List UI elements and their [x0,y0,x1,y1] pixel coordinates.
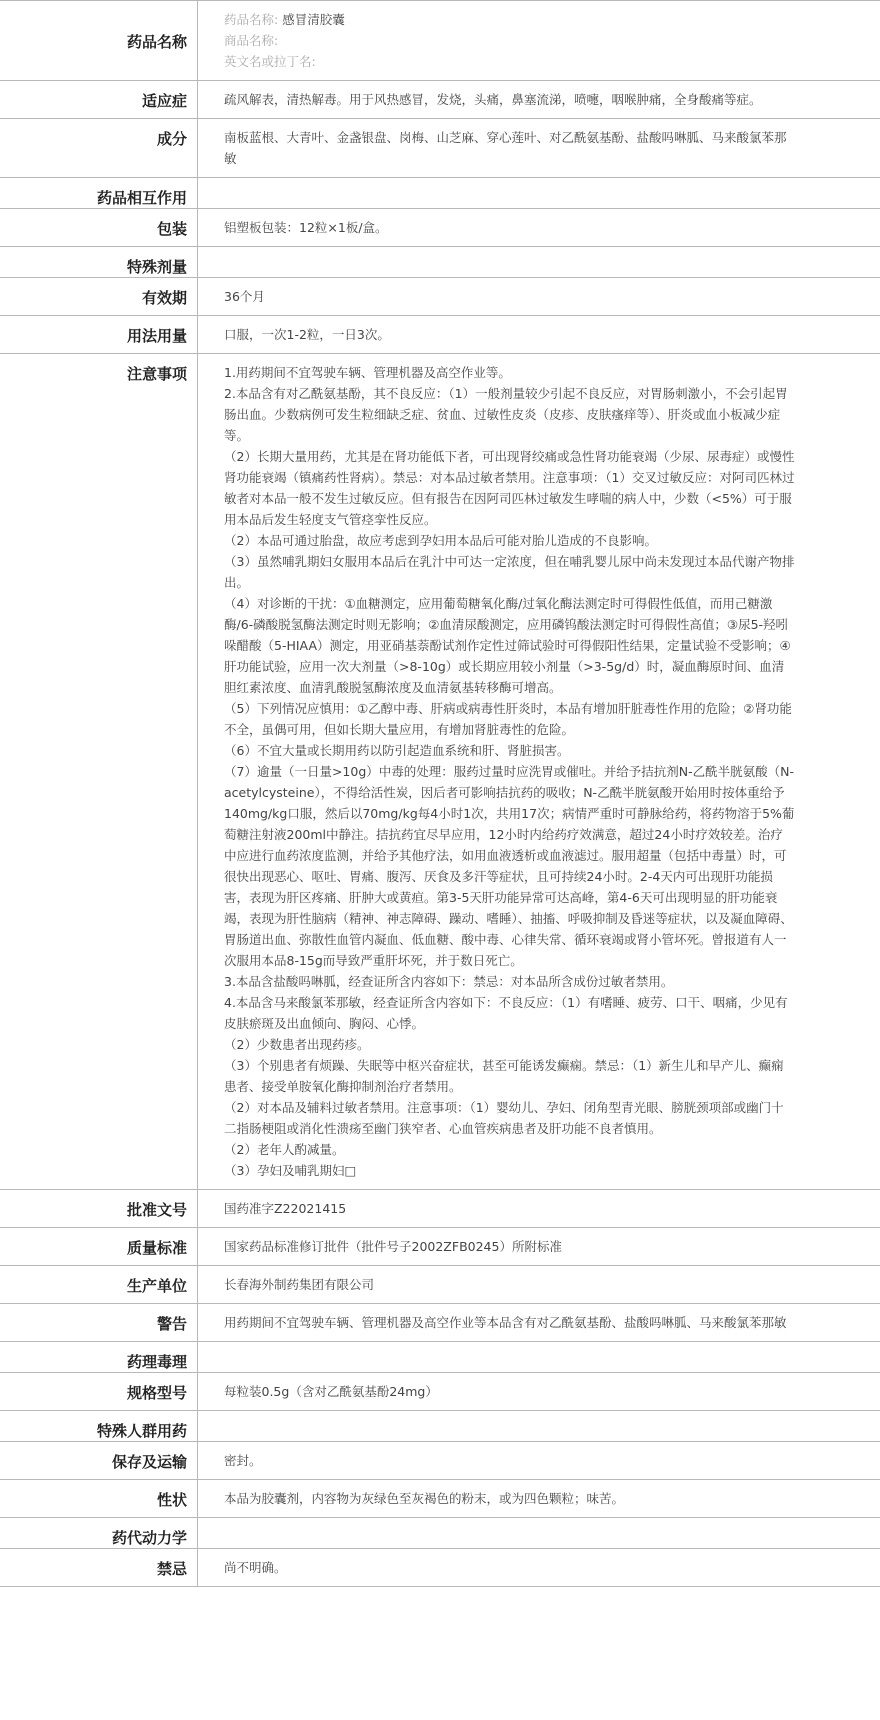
name-line-trade [224,30,795,51]
row-value: 本品为胶囊剂，内容物为灰绿色至灰褐色的粉末，或为四色颗粒；味苦。 [224,1491,625,1506]
row-label: 包装 [0,209,198,246]
row-description [0,1480,880,1518]
row-value [198,354,880,1189]
row-label: 禁忌 [0,1549,198,1586]
row-label: 药代动力学 [0,1518,198,1548]
precaution-paragraph: （7）逾量（一日量>10g）中毒的处理：服药过量时应洗胃或催吐。并给予拮抗剂N-乙酰半胱氨酸（N-acetylcysteine），不得给活性炭，因后者可影响拮抗药的吸收；N-乙酰半胱氨酸开始用时按体重给予140mg/kg口服，然后以70mg/kg每4小时1次，共用17次；病情严重时可静脉给药，将药物溶于5%葡萄糖注射液200ml中静注。拮抗药宜尽早应用，12小时内给药疗效满意，超过24小时疗效较差。治疗中应进行血药浓度监测，并给予其他疗法，如用血液透析或血液滤过。服用超量（包括中毒量）时，可很快出现恶心、呕吐、胃痛、腹泻、厌食及多汗等症状，且可持续24小时。2-4天内可出现肝功能损害，表现为肝区疼痛、肝肿大或黄疸。第3-5天肝功能异常可达高峰，第4-6天可出现明显的肝功能衰竭，表现为肝性脑病（精神、神志障碍、躁动、嗜睡）、抽搐、呼吸抑制及昏迷等症状，以及凝血障碍、胃肠道出血、弥散性血管内凝血、低血糖、酸中毒、心律失常、循环衰竭或肾小管坏死。曾报道有人一次服用本品8-15g而导致严重肝坏死，并于数日死亡。 [224,764,795,968]
row-label: 适应症 [0,81,198,118]
row-label: 警告 [0,1304,198,1341]
precaution-paragraph: （6）不宜大量或长期用药以防引起造血系统和肝、肾脏损害。 [224,743,570,758]
precaution-paragraph: 1.用药期间不宜驾驶车辆、管理机器及高空作业等。 [224,365,511,380]
precaution-paragraph: （3）孕妇及哺乳期妇□ [224,1163,357,1178]
row-label: 用法用量 [0,316,198,353]
precaution-paragraph: （3）虽然哺乳期妇女服用本品后在乳汁中可达一定浓度，但在哺乳婴儿尿中尚未发现过本品代谢产物排出。 [224,554,795,590]
row-value: 国药准字Z22021415 [224,1201,347,1216]
name-value: 感冒清胶囊 [282,12,345,27]
precaution-paragraph: （2）少数患者出现药疹。 [224,1037,370,1052]
row-value: 密封。 [224,1453,262,1468]
name-key: 药品名称: [224,12,279,27]
row-value: 南板蓝根、大青叶、金盏银盘、岗梅、山芝麻、穿心莲叶、对乙酰氨基酚、盐酸吗啉胍、马来酸氯苯那敏 [224,130,787,166]
row-value: 用药期间不宜驾驶车辆、管理机器及高空作业等本品含有对乙酰氨基酚、盐酸吗啉胍、马来酸氯苯那敏 [224,1315,787,1330]
precaution-paragraph: 2.本品含有对乙酰氨基酚，其不良反应：（1）一般剂量较少引起不良反应，对胃肠刺激小，不会引起胃肠出血。少数病例可发生粒细缺乏症、贫血、过敏性皮炎（皮疹、皮肤瘙痒等）、肝炎或血小板减少症等。 [224,386,788,443]
row-value: 尚不明确。 [224,1560,287,1575]
precaution-paragraph: 3.本品含盐酸吗啉胍，经查证所含内容如下：禁忌：对本品所含成份过敏者禁用。 [224,974,674,989]
row-contraindications [0,1549,880,1587]
name-key: 英文名或拉丁名: [224,54,316,69]
row-label: 性状 [0,1480,198,1517]
row-label: 生产单位 [0,1266,198,1303]
row-label: 有效期 [0,278,198,315]
precaution-paragraph: （3）个别患者有烦躁、失眠等中枢兴奋症状，甚至可能诱发癫痫。禁忌：（1）新生儿和早产儿、癫痫患者、接受单胺氧化酶抑制剂治疗者禁用。 [224,1058,784,1094]
precaution-paragraph: （2）老年人酌减量。 [224,1142,345,1157]
precaution-paragraph: （2）长期大量用药，尤其是在肾功能低下者，可出现肾绞痛或急性肾功能衰竭（少尿、尿毒症）或慢性肾功能衰竭（镇痛药性肾病）。禁忌：对本品过敏者禁用。注意事项：（1）交叉过敏反应：对阿司匹林过敏者对本品一般不发生过敏反应。但有报告在因阿司匹林过敏发生哮喘的病人中，少数（<5%）可于服用本品后发生轻度支气管痉挛性反应。 [224,449,795,527]
row-value [198,178,880,208]
row-manufacturer [0,1266,880,1304]
name-line-generic [224,9,795,30]
name-key: 商品名称: [224,33,279,48]
row-value: 36个月 [224,289,265,304]
row-value: 长春海外制药集团有限公司 [224,1277,375,1292]
precaution-paragraph: （4）对诊断的干扰：①血糖测定，应用葡萄糖氧化酶/过氧化酶法测定时可得假性低值，而用己糖激酶/6-磷酸脱氢酶法测定时则无影响；②血清尿酸测定，应用磷钨酸法测定时可得假性高值；③尿5-羟吲哚醋酸（5-HIAA）测定，用亚硝基萘酚试剂作定性过筛试验时可得假阳性结果，定量试验不受影响；④肝功能试验，应用一次大剂量（>8-10g）或长期应用较小剂量（>3-5g/d）时，凝血酶原时间、血清胆红素浓度、血清乳酸脱氢酶浓度及血清氨基转移酶可增高。 [224,596,791,695]
row-label: 特殊人群用药 [0,1411,198,1441]
row-pharmacology [0,1342,880,1373]
row-value [198,1,880,80]
row-storage [0,1442,880,1480]
row-packaging [0,209,880,247]
row-drug-name [0,1,880,81]
row-special-population [0,1411,880,1442]
row-label: 注意事项 [0,354,198,1189]
row-quality-standard [0,1228,880,1266]
row-special-dosage [0,247,880,278]
row-ingredients [0,119,880,178]
row-interactions [0,178,880,209]
row-label: 质量标准 [0,1228,198,1265]
row-value [198,1342,880,1372]
row-expiry [0,278,880,316]
row-indications [0,81,880,119]
row-label: 规格型号 [0,1373,198,1410]
row-specification [0,1373,880,1411]
row-value: 国家药品标准修订批件（批件号子2002ZFB0245）所附标准 [224,1239,562,1254]
precaution-paragraph: 4.本品含马来酸氯苯那敏，经查证所含内容如下：不良反应：（1）有嗜睡、疲劳、口干、咽痛，少见有皮肤瘀斑及出血倾向、胸闷、心悸。 [224,995,788,1031]
precaution-paragraph: （5）下列情况应慎用：①乙醇中毒、肝病或病毒性肝炎时，本品有增加肝脏毒性作用的危险；②肾功能不全，虽偶可用，但如长期大量应用，有增加肾脏毒性的危险。 [224,701,792,737]
row-label: 成分 [0,119,198,177]
row-label: 特殊剂量 [0,247,198,277]
row-label: 保存及运输 [0,1442,198,1479]
row-approval-number [0,1190,880,1228]
row-dosage [0,316,880,354]
row-value [198,1411,880,1441]
row-warning [0,1304,880,1342]
row-value [198,247,880,277]
row-value: 每粒装0.5g（含对乙酰氨基酚24mg） [224,1384,438,1399]
precaution-paragraph: （2）本品可通过胎盘，故应考虑到孕妇用本品后可能对胎儿造成的不良影响。 [224,533,657,548]
row-precautions [0,354,880,1190]
row-value [198,1518,880,1548]
row-value: 铝塑板包装：12粒×1板/盒。 [224,220,388,235]
row-value: 口服，一次1-2粒，一日3次。 [224,327,390,342]
row-label: 药品相互作用 [0,178,198,208]
row-pharmacokinetics [0,1518,880,1549]
row-label: 药理毒理 [0,1342,198,1372]
row-value: 疏风解表，清热解毒。用于风热感冒，发烧，头痛，鼻塞流涕，喷嚏，咽喉肿痛，全身酸痛等症。 [224,92,762,107]
row-label: 药品名称 [0,1,198,80]
name-line-english [224,51,795,72]
row-label: 批准文号 [0,1190,198,1227]
precaution-paragraph: （2）对本品及辅料过敏者禁用。注意事项：（1）婴幼儿、孕妇、闭角型青光眼、膀胱颈项部或幽门十二指肠梗阻或消化性溃疡至幽门狭窄者、心血管疾病患者及肝功能不良者慎用。 [224,1100,784,1136]
